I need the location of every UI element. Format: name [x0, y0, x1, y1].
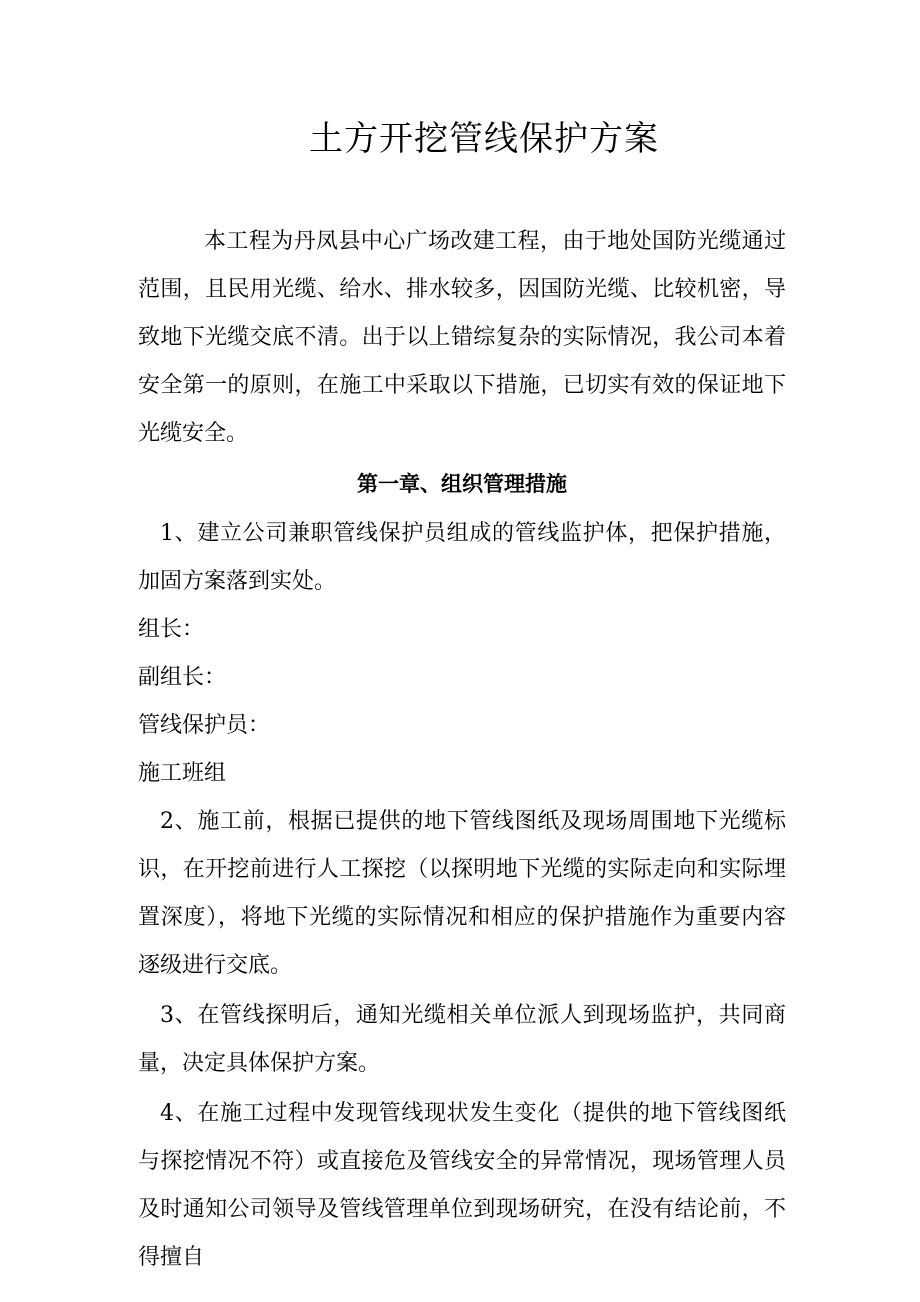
role-leader: 组长：: [138, 617, 205, 642]
role-deputy-leader: 副组长：: [138, 665, 227, 690]
measure-item-1: 1、建立公司兼职管线保护员组成的管线监护体，把保护措施，加固方案落到实处。: [138, 521, 786, 594]
document-body: [138, 112, 786, 1282]
document-title: 土方开挖管线保护方案: [309, 119, 659, 159]
intro-paragraph: 本工程为丹凤县中心广场改建工程，由于地处国防光缆通过范围，且民用光缆、给水、排水较多，因国防光缆、比较机密，导致地下光缆交底不清。出于以上错综复杂的实际情况，我公司本着安全第一的原则，在施工中采取以下措施，已切实有效的保证地下光缆安全。: [138, 229, 786, 446]
role-construction-team: 施工班组: [138, 761, 227, 786]
role-pipeline-protector: 管线保护员：: [138, 713, 271, 738]
measure-item-2: 2、施工前，根据已提供的地下管线图纸及现场周围地下光缆标识，在开挖前进行人工探挖（以探明地下光缆的实际走向和实际埋置深度），将地下光缆的实际情况和相应的保护措施作为重要内容逐级进行交底。: [138, 809, 786, 978]
measure-item-4: 4、在施工过程中发现管线现状发生变化（提供的地下管线图纸与探挖情况不符）或直接危及管线安全的异常情况，现场管理人员及时通知公司领导及管线管理单位到现场研究，在没有结论前，不得擅自: [138, 1101, 786, 1270]
measure-item-3: 3、在管线探明后，通知光缆相关单位派人到现场监护，共同商量，决定具体保护方案。: [138, 1003, 786, 1076]
chapter-heading: 第一章、组织管理措施: [357, 471, 567, 496]
